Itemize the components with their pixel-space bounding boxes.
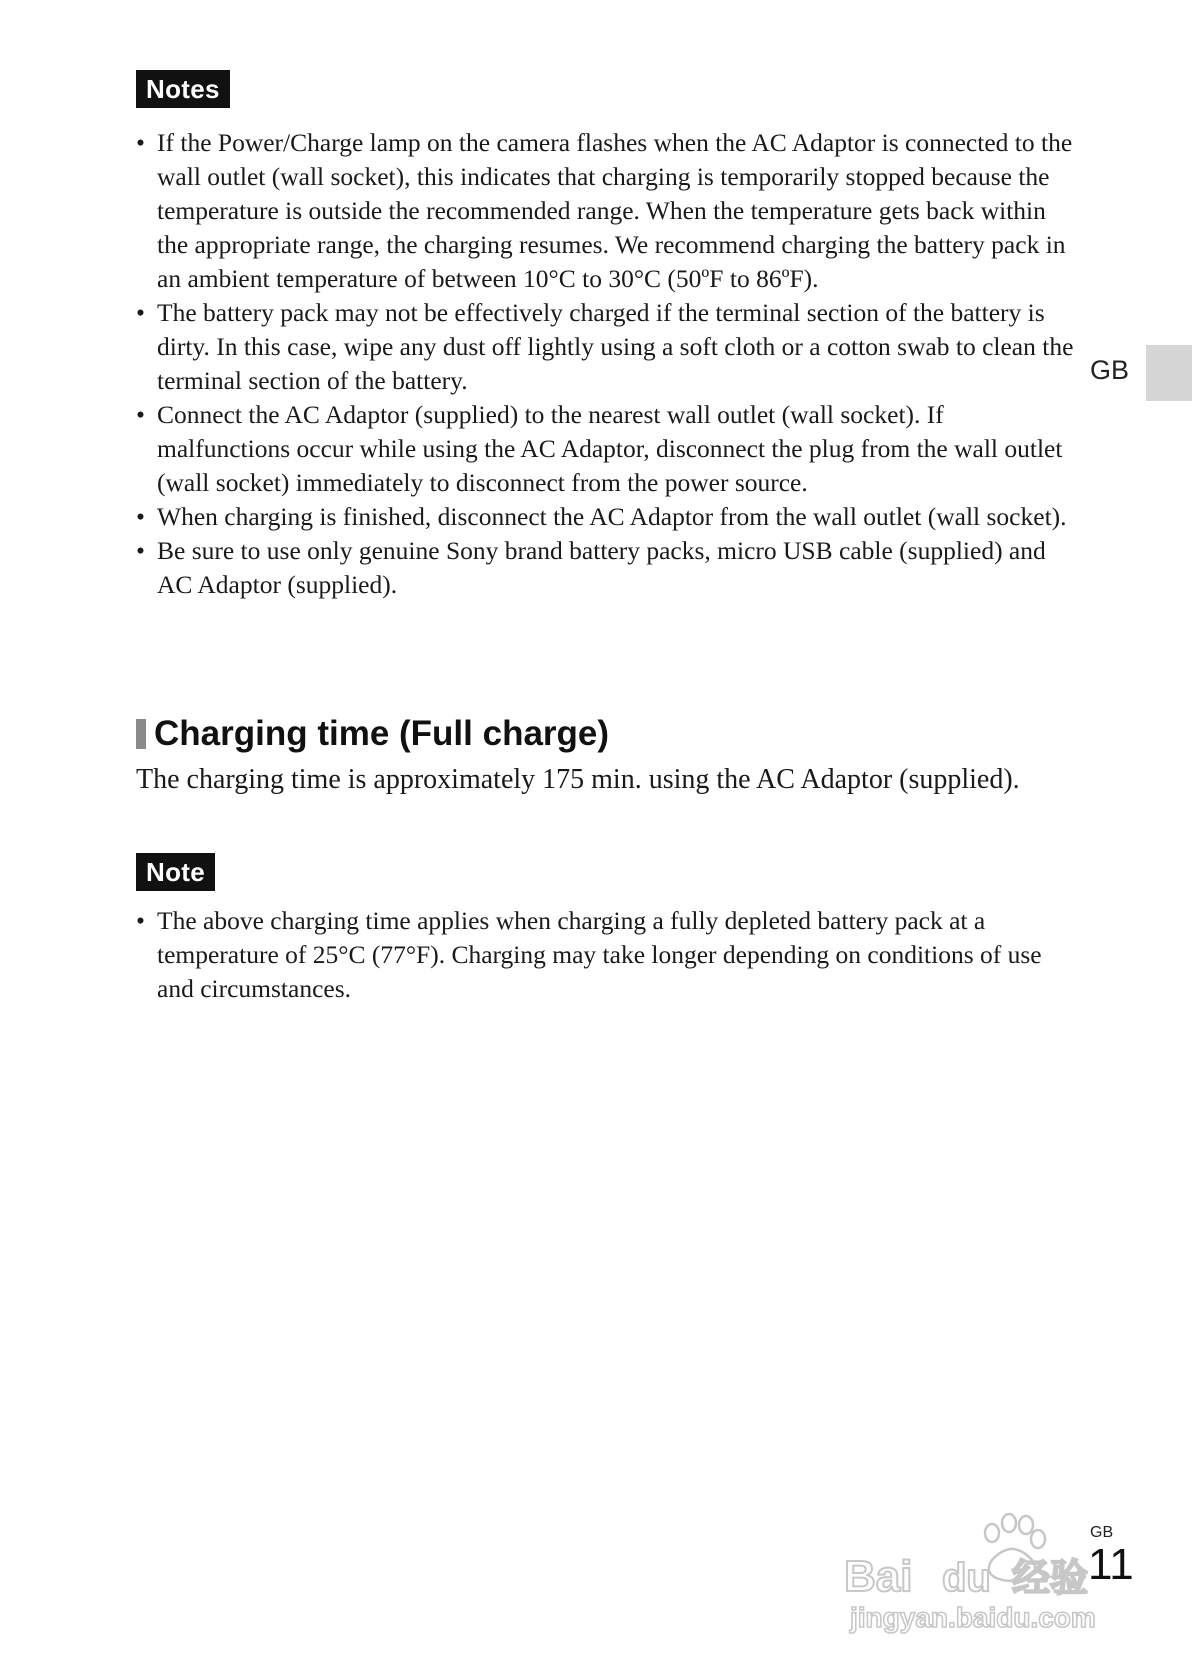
section-heading-text: Charging time (Full charge) xyxy=(154,714,610,753)
heading-marker-icon xyxy=(136,719,146,749)
note-text: The above charging time applies when charging a fully depleted battery pack at a temperature of 25°C (77°F). Charging may take longer depending on conditions of use and circumstances. xyxy=(157,906,1042,1003)
bullet-icon: • xyxy=(136,536,145,565)
bullet-icon: • xyxy=(136,502,145,531)
note-label: Note xyxy=(136,853,215,891)
note-text: Connect the AC Adaptor (supplied) to the nearest wall outlet (wall socket). If malfunctions occur while using the AC Adaptor, disconnect the plug from the wall outlet (wall socket) immediately to disconnect from the power source. xyxy=(157,400,1063,497)
notes-list xyxy=(136,126,1076,602)
note-list xyxy=(136,904,1076,1006)
charging-time-text: The charging time is approximately 175 min. using the AC Adaptor (supplied). xyxy=(136,764,1020,795)
bullet-icon: • xyxy=(136,906,145,935)
side-language-code: GB xyxy=(1090,355,1130,385)
page-number: 11 xyxy=(1088,1540,1134,1589)
baidu-watermark-logo xyxy=(842,1505,1132,1635)
note-text: If the Power/Charge lamp on the camera flashes when the AC Adaptor is connected to the wall outlet (wall socket), this indicates that charging is temporarily stopped because the temperature is outside the recommended range. When the temperature gets back within the appropriate range, the charging resumes. We recommend charging the battery pack in an ambient temperature of between 10°C to 30°C (50ºF to 86ºF). xyxy=(157,128,1073,293)
list-item xyxy=(136,500,1076,534)
list-item xyxy=(136,904,1076,1006)
notes-label: Notes xyxy=(136,70,230,108)
side-tab xyxy=(1146,345,1192,401)
page-language-code: GB xyxy=(1090,1524,1114,1541)
bullet-icon: • xyxy=(136,128,145,157)
list-item xyxy=(136,296,1076,398)
section-heading xyxy=(136,712,609,756)
bullet-icon: • xyxy=(136,298,145,327)
bullet-icon: • xyxy=(136,400,145,429)
list-item xyxy=(136,398,1076,500)
svg-text:经验: 经验 xyxy=(1012,1556,1089,1600)
svg-text:Bai: Bai xyxy=(844,1552,913,1601)
svg-text:du: du xyxy=(942,1556,991,1600)
note-text: When charging is finished, disconnect the AC Adaptor from the wall outlet (wall socket). xyxy=(157,502,1067,531)
note-text: Be sure to use only genuine Sony brand battery packs, micro USB cable (supplied) and AC Adaptor (supplied). xyxy=(157,536,1046,599)
list-item xyxy=(136,126,1076,296)
svg-text:jingyan.baidu.com: jingyan.baidu.com xyxy=(850,1602,1096,1633)
note-text: The battery pack may not be effectively charged if the terminal section of the battery is dirty. In this case, wipe any dust off lightly using a soft cloth or a cotton swab to clean the terminal section of the battery. xyxy=(157,298,1074,395)
list-item xyxy=(136,534,1076,602)
